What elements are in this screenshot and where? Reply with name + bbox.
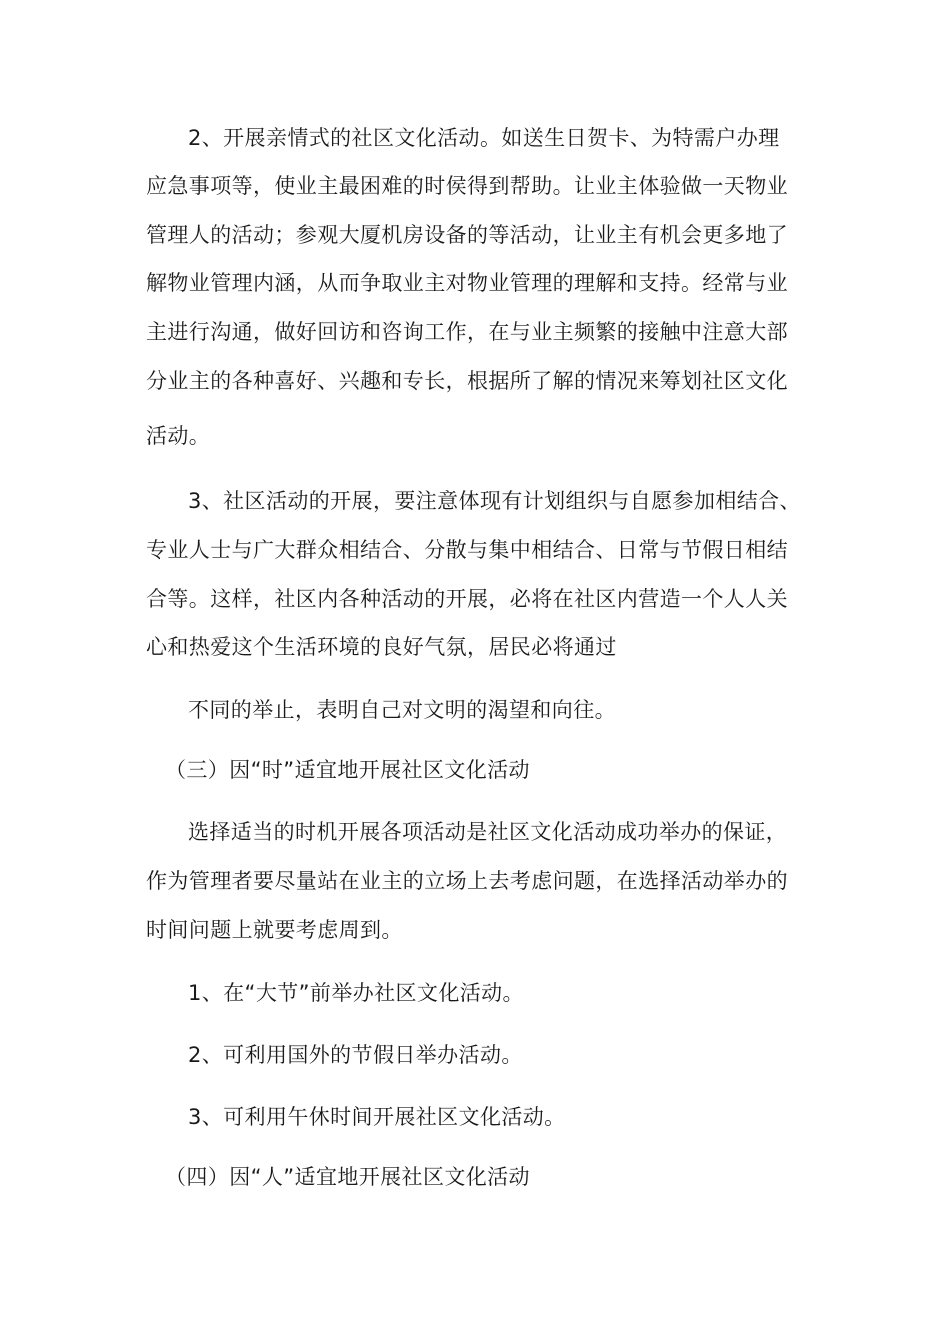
paragraph-line: 合等。这样，社区内各种活动的开展，必将在社区内营造一个人人关 [146,587,788,611]
paragraph-line: 分业主的各种喜好、兴趣和专长，根据所了解的情况来筹划社区文化 [146,369,788,393]
paragraph-line: 主进行沟通，做好回访和咨询工作，在与业主频繁的接触中注意大部 [146,320,788,344]
paragraph-line: 活动。 [146,424,211,448]
paragraph-line: 解物业管理内涵，从而争取业主对物业管理的理解和支持。经常与业 [146,271,788,295]
paragraph-line: 3、社区活动的开展，要注意体现有计划组织与自愿参加相结合、 [188,489,801,513]
section-heading: （三）因“时”适宜地开展社区文化活动 [165,758,530,782]
paragraph-line: 心和热爱这个生活环境的良好气氛，居民必将通过 [146,635,617,659]
paragraph-line: 时间问题上就要考虑周到。 [146,918,403,942]
section-heading: （四）因“人”适宜地开展社区文化活动 [165,1165,530,1189]
list-item: 2、可利用国外的节假日举办活动。 [188,1043,523,1067]
paragraph-line: 应急事项等，使业主最困难的时侯得到帮助。让业主体验做一天物业 [146,174,788,198]
paragraph-line: 2、开展亲情式的社区文化活动。如送生日贺卡、为特需户办理 [188,126,780,150]
paragraph-line: 管理人的活动；参观大厦机房设备的等活动，让业主有机会更多地了 [146,223,788,247]
list-item: 1、在“大节”前举办社区文化活动。 [188,981,524,1005]
paragraph-line: 不同的举止，表明自己对文明的渴望和向往。 [188,698,616,722]
paragraph-line: 作为管理者要尽量站在业主的立场上去考虑问题，在选择活动举办的 [146,869,788,893]
paragraph-line: 选择适当的时机开展各项活动是社区文化活动成功举办的保证， [188,820,788,844]
list-item: 3、可利用午休时间开展社区文化活动。 [188,1105,566,1129]
paragraph-line: 专业人士与广大群众相结合、分散与集中相结合、日常与节假日相结 [146,538,788,562]
